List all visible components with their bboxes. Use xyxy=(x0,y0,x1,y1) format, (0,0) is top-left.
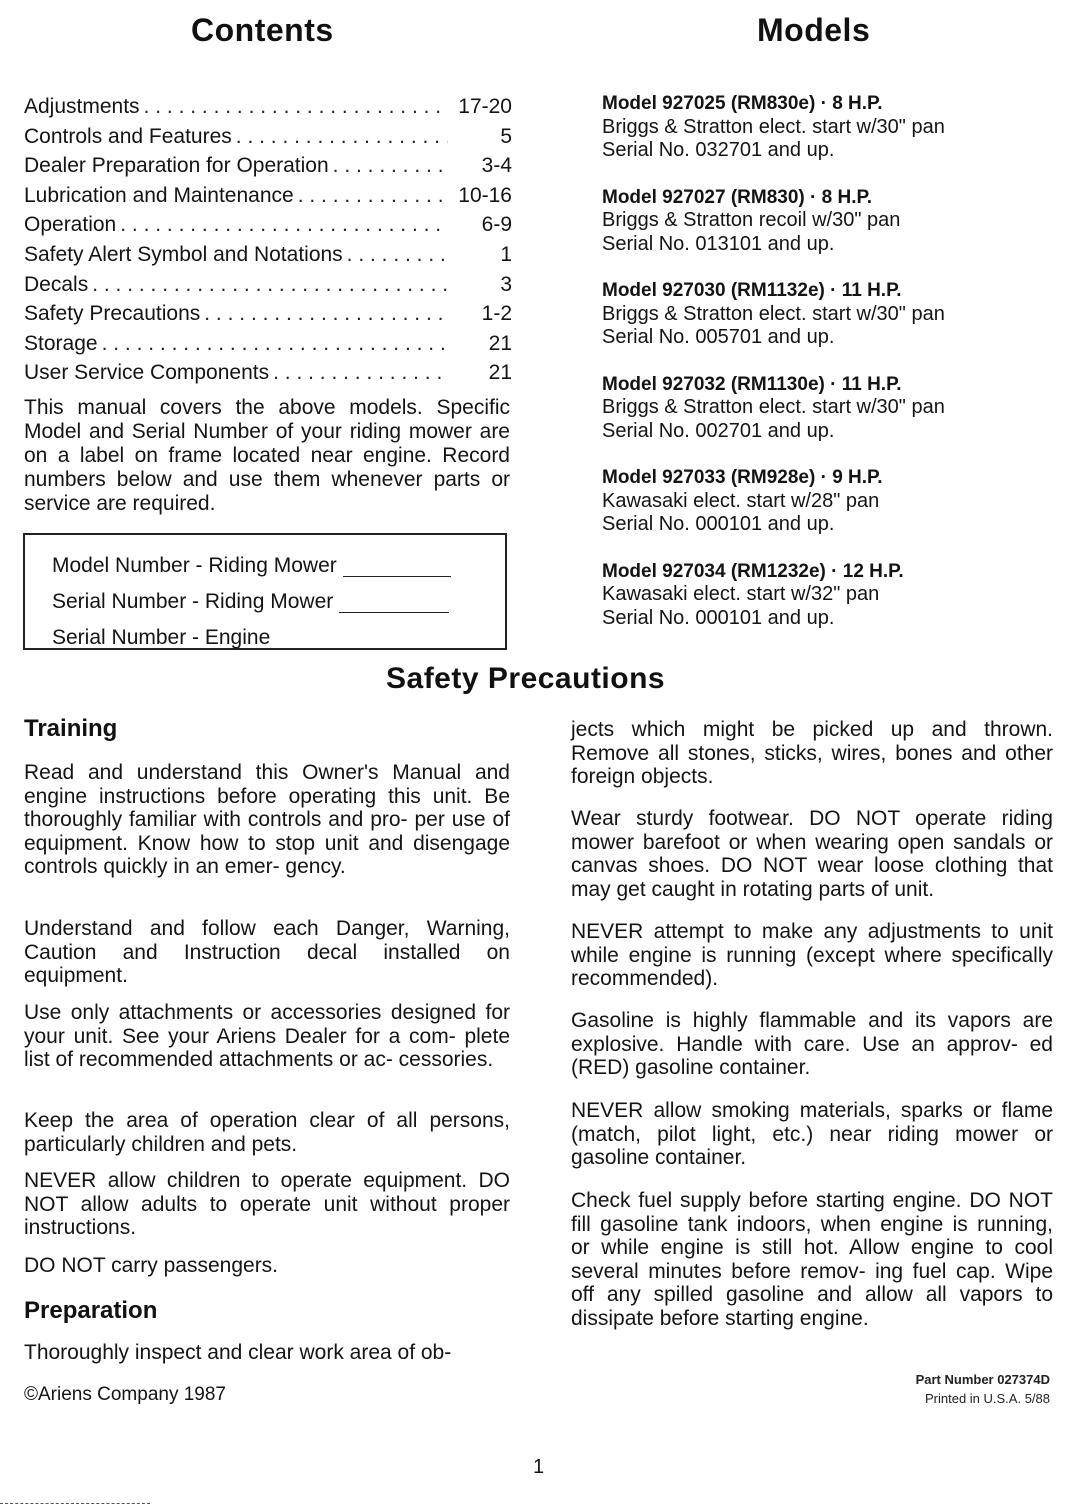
toc-page: 5 xyxy=(500,124,512,148)
model-serial: Serial No. 000101 and up. xyxy=(602,606,835,629)
toc-page: 10-16 xyxy=(458,183,512,207)
safety-precautions-title: Safety Precautions xyxy=(386,662,666,695)
toc-label: Safety Precautions xyxy=(24,302,201,326)
model-engine: Briggs & Stratton elect. start w/30" pan xyxy=(602,396,945,418)
record-row xyxy=(52,620,505,656)
model-engine: Kawasaki elect. start w/28" pan xyxy=(602,489,880,512)
training-paragraph: Keep the area of operation clear of all persons, particularly children and pets. xyxy=(24,1109,510,1156)
record-row xyxy=(52,584,505,620)
toc-entry[interactable] xyxy=(24,270,512,300)
contents-title: Contents xyxy=(191,12,334,48)
toc-entry[interactable] xyxy=(24,151,512,181)
toc-label: Decals xyxy=(24,272,89,296)
model-heading: Model 927030 (RM1132e) · 11 H.P. xyxy=(602,280,902,301)
model-serial: Serial No. 000101 and up. xyxy=(602,513,835,535)
model-engine: Briggs & Stratton elect. start w/30" pan xyxy=(602,302,945,325)
serial-mower-label: Serial Number - Riding Mower xyxy=(52,590,334,613)
preparation-heading: Preparation xyxy=(24,1297,158,1324)
model-entry xyxy=(602,279,1042,350)
training-paragraph: Understand and follow each Danger, Warning, Caution and Instruction decal installed on equipment. xyxy=(24,917,510,988)
toc-entry[interactable] xyxy=(24,329,512,359)
training-heading: Training xyxy=(24,715,118,742)
safety-paragraph: NEVER attempt to make any adjustments to unit while engine is running (except where specifically recommended). xyxy=(571,920,1053,991)
model-entry xyxy=(602,92,1042,163)
toc-label: User Service Components xyxy=(24,361,270,385)
model-serial: Serial No. 002701 and up. xyxy=(602,419,835,442)
safety-paragraph: NEVER allow smoking materials, sparks or flame (match, pilot light, etc.) near riding mower or gasoline container. xyxy=(571,1099,1053,1170)
toc-page: 1 xyxy=(500,242,512,266)
toc-entry[interactable] xyxy=(24,210,512,240)
manual-intro: This manual covers the above models. Specific Model and Serial Number of your riding mower are on a label on frame located near engine. Record numbers below and use them whenever parts or service are required. xyxy=(24,396,510,515)
toc-page: 3-4 xyxy=(481,154,512,178)
toc-label: Storage xyxy=(24,331,98,355)
serial-mower-blank[interactable] xyxy=(339,612,449,613)
model-heading: Model 927034 (RM1232e) · 12 H.P. xyxy=(602,560,904,582)
model-engine: Briggs & Stratton elect. start w/30" pan xyxy=(602,115,945,138)
preparation-paragraph: Thoroughly inspect and clear work area of ob- xyxy=(24,1341,452,1364)
toc-entry[interactable] xyxy=(24,358,512,388)
model-entry xyxy=(602,560,1042,631)
model-entry xyxy=(602,466,1042,537)
bottom-edge-rule xyxy=(0,1503,150,1504)
model-entry xyxy=(602,373,1042,444)
toc-label: Lubrication and Maintenance xyxy=(24,183,294,207)
record-numbers-box xyxy=(23,533,507,650)
model-serial: Serial No. 013101 and up. xyxy=(602,232,835,255)
model-engine: Kawasaki elect. start w/32" pan xyxy=(602,583,880,605)
models-title: Models xyxy=(757,12,871,48)
toc-label: Controls and Features xyxy=(24,124,232,148)
model-heading: Model 927033 (RM928e) · 9 H.P. xyxy=(602,467,883,488)
training-paragraph: Read and understand this Owner's Manual and engine instructions before operating this unit. Be thoroughly familiar with controls and pro- per use of equipment. Know how to stop unit and disengage controls quickly in an emer- gency. xyxy=(24,761,510,879)
models-list xyxy=(602,92,1042,653)
table-of-contents xyxy=(24,92,512,388)
serial-engine-blank[interactable] xyxy=(284,648,460,649)
record-row xyxy=(52,548,505,584)
safety-paragraph: Wear sturdy footwear. DO NOT operate riding mower barefoot or when wearing open sandals or canvas shoes. DO NOT wear loose clothing that may get caught in rotating parts of unit. xyxy=(571,807,1053,901)
toc-entry[interactable] xyxy=(24,299,512,329)
model-heading: Model 927027 (RM830) · 8 H.P. xyxy=(602,186,872,208)
model-number-blank[interactable] xyxy=(343,576,451,577)
model-serial: Serial No. 032701 and up. xyxy=(602,139,835,161)
safety-paragraph: Check fuel supply before starting engine. DO NOT fill gasoline tank indoors, when engine is running, or while engine is still hot. Allow engine to cool several minutes before remov- ing fuel cap. Wipe off any spilled gasoline and allow all vapors to dissipate before starting engine. xyxy=(571,1189,1053,1330)
toc-entry[interactable] xyxy=(24,181,512,211)
toc-label: Operation xyxy=(24,213,117,237)
toc-label: Adjustments xyxy=(24,95,140,118)
toc-label: Dealer Preparation for Operation xyxy=(24,154,329,178)
copyright: ©Ariens Company 1987 xyxy=(24,1384,226,1405)
model-engine: Briggs & Stratton recoil w/30" pan xyxy=(602,209,901,231)
part-number: Part Number 027374D xyxy=(915,1372,1050,1387)
page-number: 1 xyxy=(533,1456,545,1478)
printed-date: Printed in U.S.A. 5/88 xyxy=(924,1391,1050,1406)
toc-page: 3 xyxy=(500,272,512,296)
safety-paragraph: Gasoline is highly flammable and its vapors are explosive. Handle with care. Use an approv- ed (RED) gasoline container. xyxy=(571,1009,1053,1080)
model-entry xyxy=(602,186,1042,257)
model-number-label: Model Number - Riding Mower xyxy=(52,554,337,577)
model-heading: Model 927025 (RM830e) · 8 H.P. xyxy=(602,93,883,114)
toc-entry[interactable] xyxy=(24,92,512,122)
toc-page: 17-20 xyxy=(458,95,512,118)
model-heading: Model 927032 (RM1130e) · 11 H.P. xyxy=(602,373,902,395)
training-paragraph: NEVER allow children to operate equipment. DO NOT allow adults to operate unit without proper instructions. xyxy=(24,1169,510,1240)
model-serial: Serial No. 005701 and up. xyxy=(602,326,835,348)
toc-page: 6-9 xyxy=(481,213,512,237)
toc-entry[interactable] xyxy=(24,240,512,270)
training-paragraph: DO NOT carry passengers. xyxy=(24,1254,279,1277)
training-paragraph: Use only attachments or accessories designed for your unit. See your Ariens Dealer for a com- plete list of recommended attachments or ac- cessories. xyxy=(24,1001,510,1072)
toc-page: 21 xyxy=(488,361,512,385)
serial-engine-label: Serial Number - Engine xyxy=(52,626,271,649)
toc-page: 1-2 xyxy=(481,302,512,326)
toc-label: Safety Alert Symbol and Notations xyxy=(24,242,343,266)
toc-entry[interactable] xyxy=(24,122,512,152)
toc-page: 21 xyxy=(488,331,512,355)
safety-paragraph: jects which might be picked up and thrown. Remove all stones, sticks, wires, bones and other foreign objects. xyxy=(571,718,1053,789)
